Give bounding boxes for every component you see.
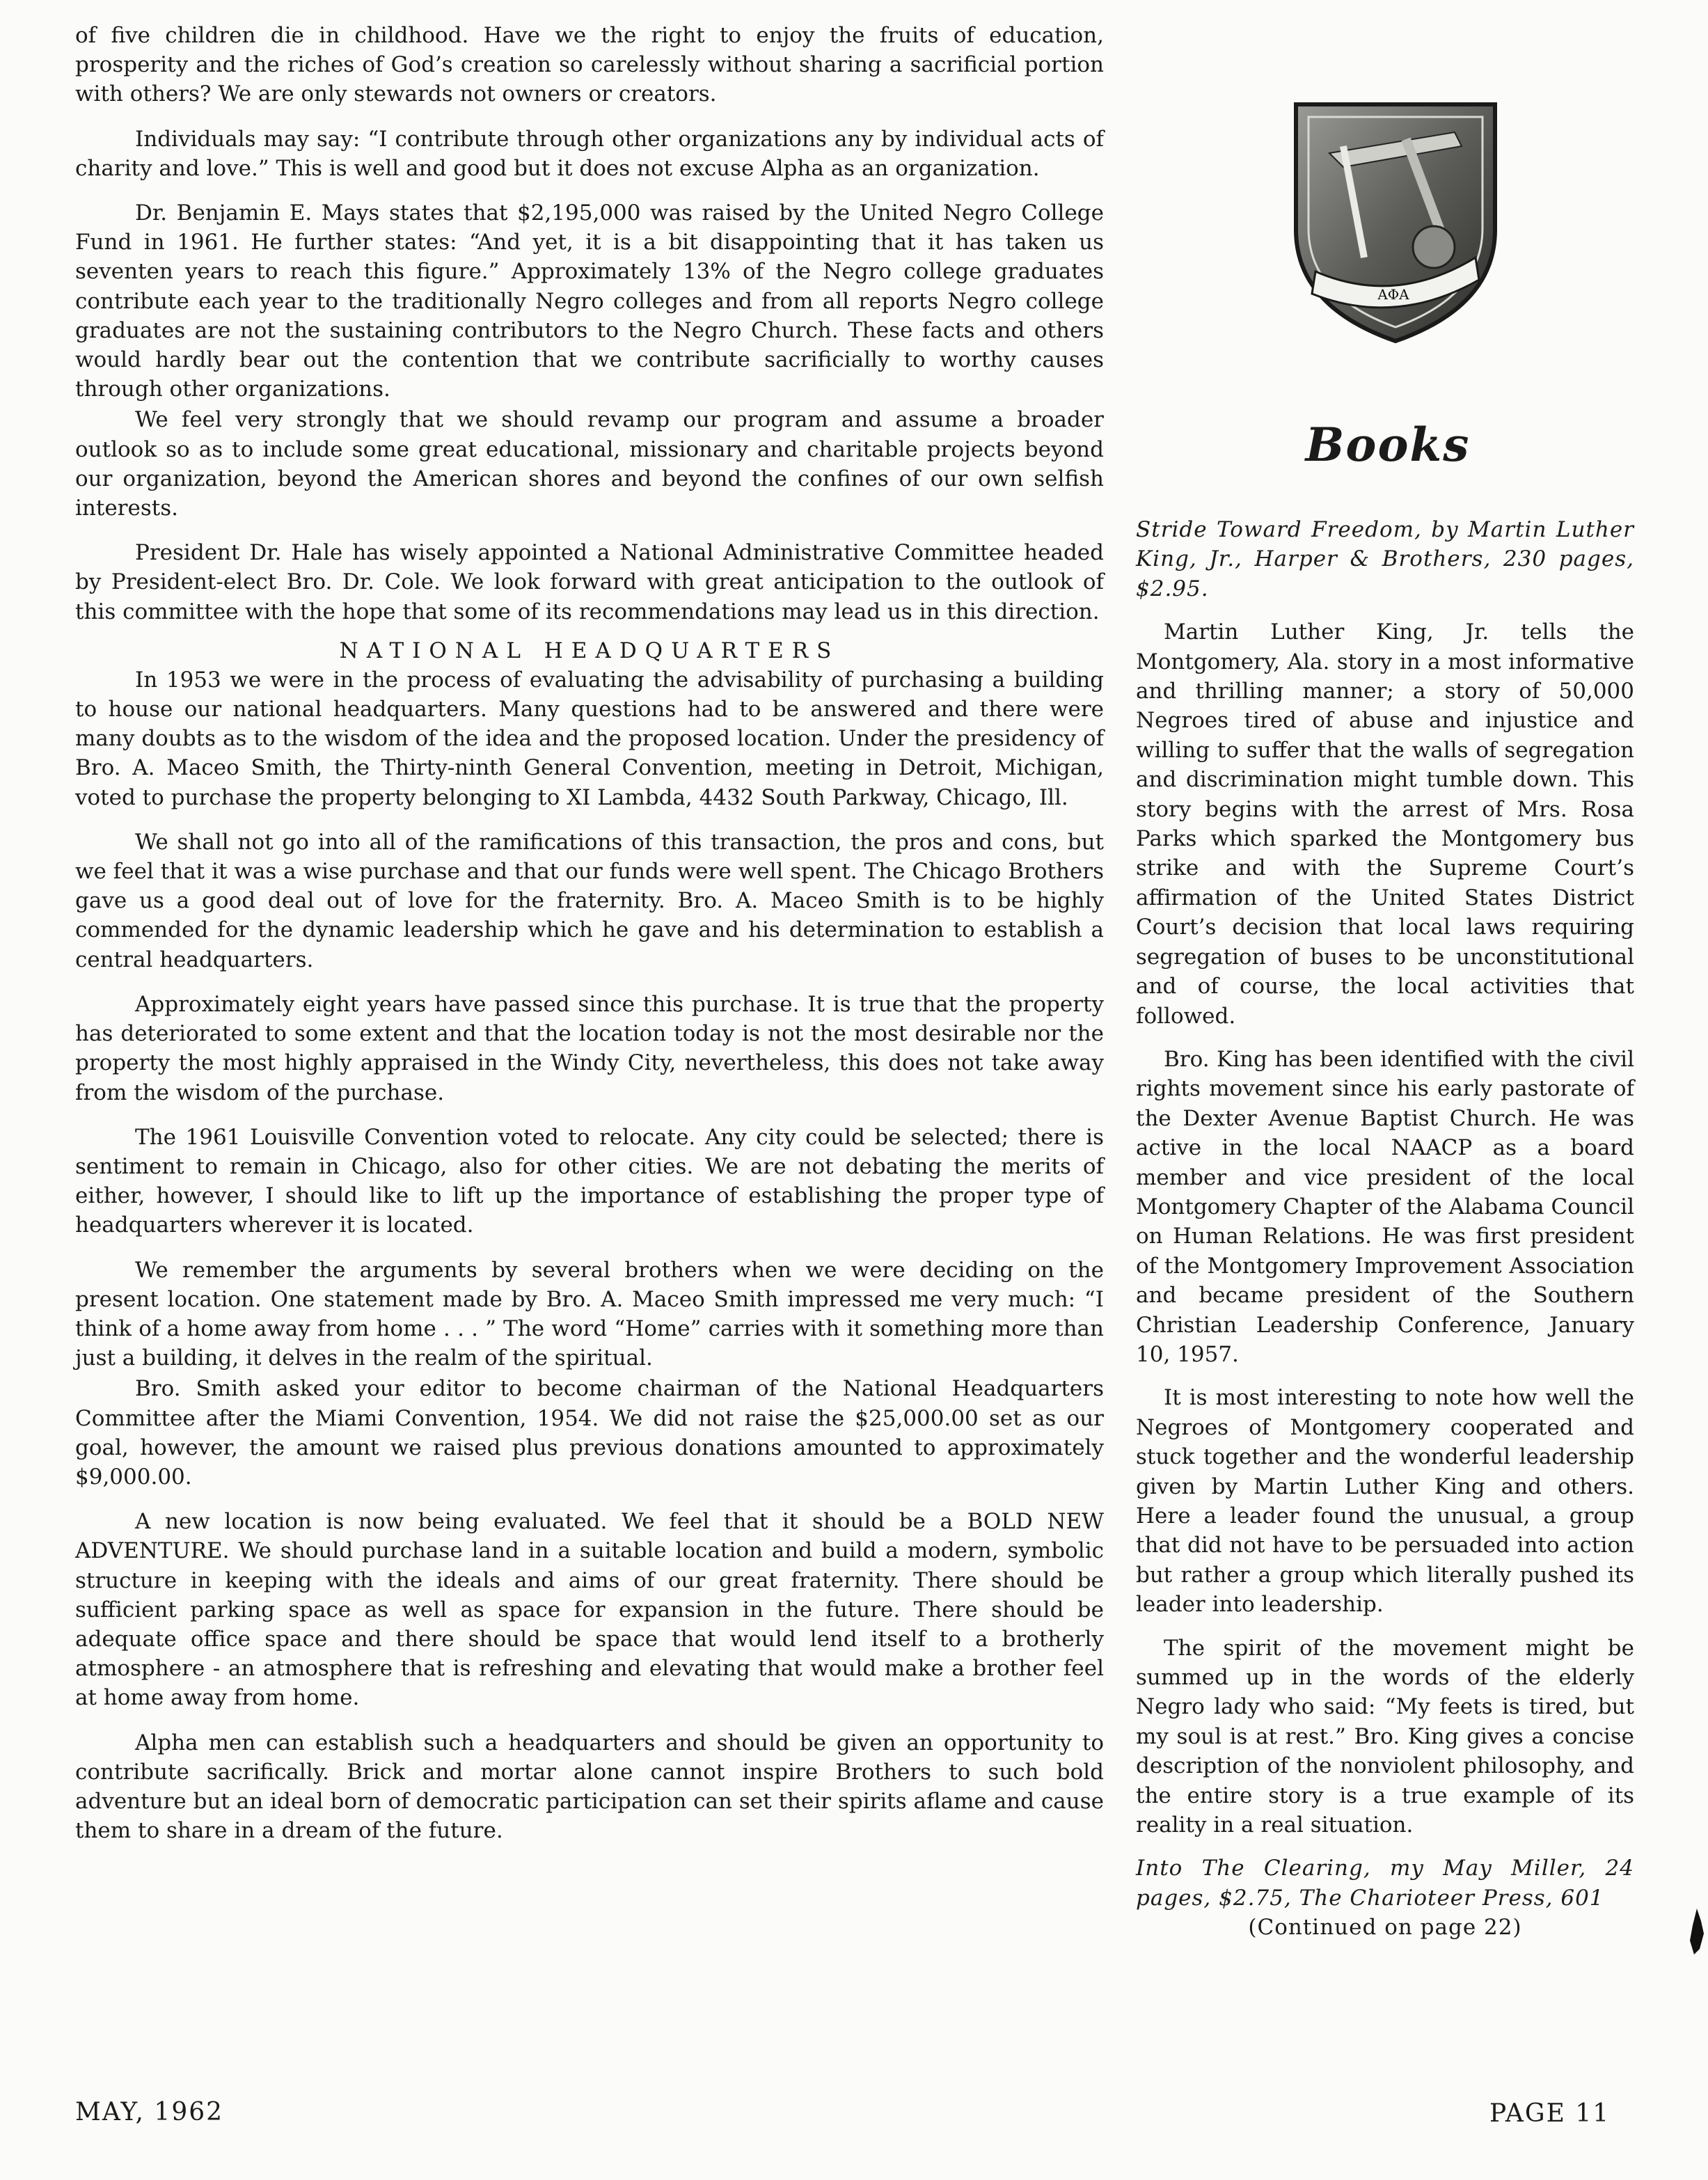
review-paragraph: Bro. King has been identified with the civil rights movement since his early pastorate of the Dexter Avenue Baptist Church. He was active in the local NAACP as a board member and vice president of the local Montgomery Chapter of the Alabama Council on Human Relations. He was first president of the Montgomery Improvement Association and became president of the Southern Christian Leadership Conference, January 10, 1957. [1136,1046,1634,1367]
article-paragraph: Alpha men can establish such a headquarters and should be given an opportunity to contribute sacrifically. Brick and mortar alone cannot inspire Brothers to such bold adventure but an ideal born of democratic participation can set their spirits aflame and cause them to share in a dream of the future. [75,1730,1104,1844]
review-paragraph: Martin Luther King, Jr. tells the Montgomery, Ala. story in a most informative and thrilling manner; a story of 50,000 Negroes tired of abuse and injustice and willing to suffer that the walls of segregation and discrimination might tumble down. This story begins with the arrest of Mrs. Rosa Parks which sparked the Montgomery bus strike and with the Supreme Court’s affirmation of the United States District Court’s decision that local laws requiring segregation of buses to be unconstitutional and of course, the local activities that followed. [1136,619,1634,1029]
article-paragraph: Individuals may say: “I contribute through other organizations any by individual acts of charity and love.” This is well and good but it does not excuse Alpha as an organization. [75,126,1104,181]
crest-shield-icon [1288,97,1503,348]
article-paragraph: We shall not go into all of the ramifications of this transaction, the pros and cons, but we feel that it was a wise purchase and that our funds were well spent. The Chicago Brothers gave us a good deal out of love for the fraternity. Bro. A. Maceo Smith is to be highly commended for the dynamic leadership which he gave and his determination to establish a central headquarters. [75,829,1104,972]
books-section-title: Books [1305,418,1471,472]
article-paragraph: In 1953 we were in the process of evaluating the advisability of purchasing a building to house our national headquarters. Many questions had to be answered and there were many doubts as to the wisdom of the idea and the proposed location. Under the presidency of Bro. A. Maceo Smith, the Thirty-ninth General Convention, meeting in Detroit, Michigan, voted to purchase the property belonging to XI Lambda, 4432 South Parkway, Chicago, Ill. [75,667,1104,810]
crest-motto: ΑΦΑ [1377,286,1409,303]
article-paragraph: President Dr. Hale has wisely appointed a National Administrative Committee headed by President-elect Bro. Dr. Cole. We look forward with great anticipation to the outlook of this committee with the hope that some of its recommendations may lead us in this direction. [75,540,1104,624]
ink-blot-icon [1687,1907,1705,1956]
continued-note: (Continued on page 22) [1248,1915,1522,1941]
article-paragraph: Dr. Benjamin E. Mays states that $2,195,000 was raised by the United Negro College Fund in 1961. He further states: “And yet, it is a bit disappointing that it has taken us seventen years to reach this figure.” Approximately 13% of the Negro college graduates contribute each year to the traditionally Negro colleges and from all reports Negro college graduates are not the sustaining contributors to the Negro Church. These facts and others would hardly bear out the contention that we contribute sacrificially to worthy causes through other organizations. [75,200,1104,402]
article-paragraph: A new location is now being evaluated. We feel that it should be a BOLD NEW ADVENTURE. We should purchase land in a suitable location and build a modern, symbolic structure in keeping with the ideals and aims of our great fraternity. There should be sufficient parking space as well as space for expansion in the future. There should be adequate office space and there should be space that would lend itself to a brotherly atmosphere - an atmosphere that is refreshing and elevating that would make a brother feel at home away from home. [75,1509,1104,1711]
book-citation: Stride Toward Freedom, by Martin Luther King, Jr., Harper & Brothers, 230 pages, $2.95. [1136,517,1634,601]
article-paragraph: Bro. Smith asked your editor to become chairman of the National Headquarters Committee after the Miami Convention, 1954. We did not raise the $25,000.00 set as our goal, however, the amount we raised plus previous donations amounted to approximately $9,000.00. [75,1376,1104,1490]
fraternity-crest [1288,97,1503,348]
review-paragraph: The spirit of the movement might be summed up in the words of the elderly Negro lady who said: “My feets is tired, but my soul is at rest.” Bro. King gives a concise description of the nonviolent philosophy, and the entire story is a true example of its reality in a real situation. [1136,1635,1634,1838]
article-paragraph: The 1961 Louisville Convention voted to relocate. Any city could be selected; there is sentiment to remain in Chicago, also for other cities. We are not debating the merits of either, however, I should like to lift up the importance of establishing the proper type of headquarters wherever it is located. [75,1124,1104,1238]
main-article [75,21,1104,1861]
page-number: PAGE 11 [1489,2099,1611,2128]
article-paragraph: of five children die in childhood. Have we the right to enjoy the fruits of education, prosperity and the riches of God’s creation so carelessly without sharing a sacrificial portion with others? We are only stewards not owners or creators. [75,23,1104,107]
book-citation-text: Into The Clearing, my May Miller, 24 pages, $2.75, The Charioteer Press, 601 [1136,1856,1634,1911]
review-paragraph: It is most interesting to note how well the Negroes of Montgomery cooperated and stuck together and the wonderful leadership given by Martin Luther King and others. Here a leader found the unusual, a group that did not have to be persuaded into action but rather a group which literally pushed its leader into leadership. [1136,1385,1634,1618]
article-paragraph: We feel very strongly that we should revamp our program and assume a broader outlook so as to include some great educational, missionary and charitable projects beyond our organization, beyond the American shores and beyond the confines of our own selfish interests. [75,407,1104,521]
section-heading: NATIONAL HEADQUARTERS [339,638,840,663]
books-column [1136,515,1634,1943]
article-paragraph: We remember the arguments by several brothers when we were deciding on the present location. One statement made by Bro. A. Maceo Smith impressed me very much: “I think of a home away from home . . . ” The word “Home” carries with it something more than just a building, it delves in the realm of the spiritual. [75,1257,1104,1371]
issue-date: MAY, 1962 [75,2098,224,2126]
article-paragraph: Approximately eight years have passed since this purchase. It is true that the property has deteriorated to some extent and that the location today is not the most desirable nor the property the most highly appraised in the Windy City, nevertheless, this does not take away from the wisdom of the purchase. [75,991,1104,1105]
book-citation [1136,1854,1634,1942]
